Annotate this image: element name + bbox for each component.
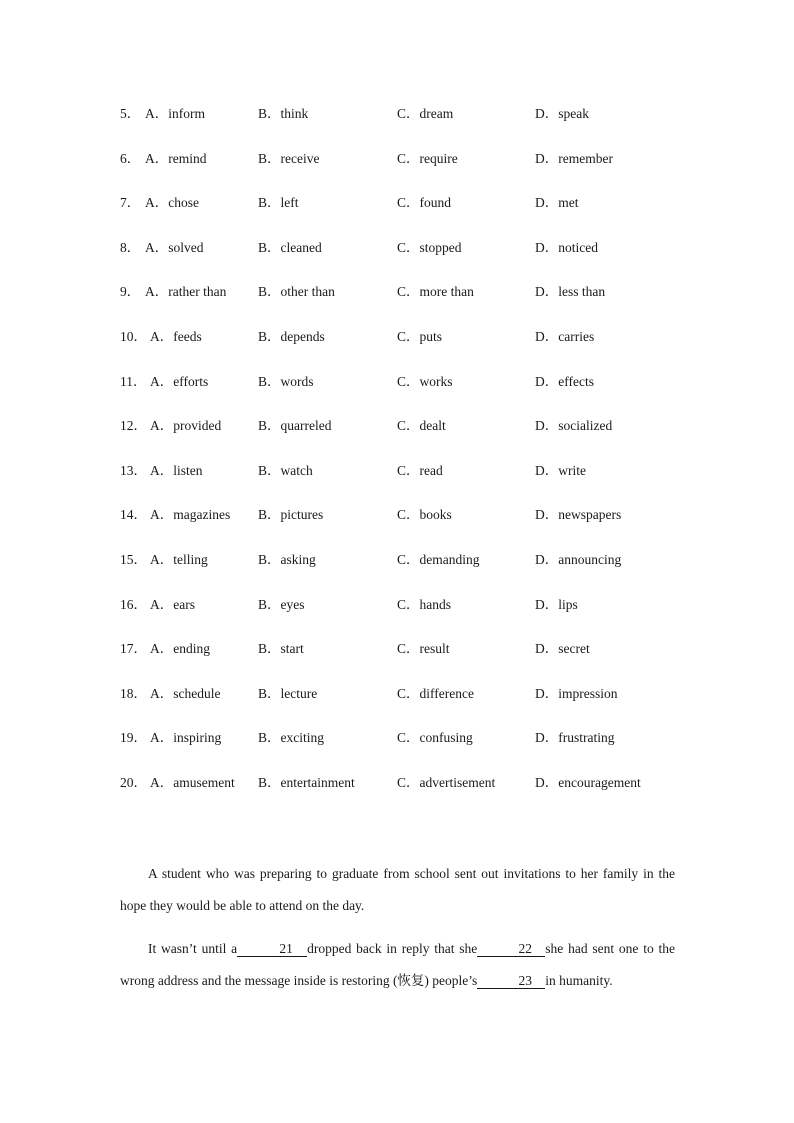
option-d: D．impression (535, 685, 618, 701)
option-c: C．advertisement (397, 774, 496, 790)
question-row (0, 637, 794, 682)
question-number: 15． (120, 551, 147, 567)
option-a: A．magazines (150, 507, 231, 523)
question-row (0, 236, 794, 281)
option-b: B．left (258, 195, 299, 211)
passage-text: It wasn’t until a (148, 941, 238, 956)
option-c: C．found (397, 195, 451, 211)
option-b: B．depends (258, 328, 325, 344)
question-number: 18． (120, 685, 147, 701)
option-b: B．asking (258, 551, 316, 567)
option-a: A．rather than (145, 284, 227, 300)
option-b: B．receive (258, 150, 320, 166)
option-c: C．dealt (397, 418, 446, 434)
question-number: 5． (120, 106, 141, 121)
passage-text: she had sent one to the wrong address and the message inside is restoring (恢复) people’s (120, 941, 675, 988)
question-row (0, 325, 794, 370)
question-row (0, 503, 794, 548)
question-row (0, 147, 794, 192)
option-d: D．carries (535, 328, 595, 344)
option-d: D．less than (535, 284, 606, 300)
option-d: D．newspapers (535, 507, 622, 523)
option-a: A．inspiring (150, 730, 222, 746)
option-a: A．remind (145, 150, 207, 166)
question-number: 9． (120, 284, 141, 300)
question-row (0, 548, 794, 593)
option-d: D．effects (535, 373, 594, 389)
option-b: B．cleaned (258, 239, 322, 255)
option-d: D．socialized (535, 418, 613, 434)
option-c: C．result (397, 641, 450, 657)
question-number: 12． (120, 418, 147, 434)
option-b: B．watch (258, 462, 313, 478)
question-number: 11． (120, 373, 147, 389)
question-row (0, 771, 794, 816)
question-number: 19． (120, 730, 147, 746)
option-a: A．feeds (150, 328, 202, 344)
option-b: B．lecture (258, 685, 318, 701)
option-b: B．entertainment (258, 774, 355, 790)
option-a: A．schedule (150, 685, 221, 701)
option-b: B．pictures (258, 507, 324, 523)
option-d: D．secret (535, 641, 590, 657)
option-b: B．think (258, 106, 309, 121)
question-number: 10． (120, 328, 147, 344)
question-row (0, 414, 794, 459)
question-list (0, 102, 794, 816)
option-d: D．write (535, 462, 586, 478)
question-row (0, 682, 794, 727)
option-c: C．dream (397, 106, 454, 121)
question-row (0, 726, 794, 771)
option-b: B．words (258, 373, 314, 389)
question-row (0, 593, 794, 638)
option-c: C．demanding (397, 551, 480, 567)
passage-paragraph-1: A student who was preparing to graduate from school sent out invitations to her family in the hope they would be able to attend on the day. (120, 866, 675, 913)
option-b: B．quarreled (258, 418, 332, 434)
option-a: A．inform (145, 106, 205, 121)
option-b: B．start (258, 641, 304, 657)
option-c: C．read (397, 462, 443, 478)
option-a: A．solved (145, 239, 204, 255)
option-a: A．provided (150, 418, 222, 434)
option-a: A．amusement (150, 774, 235, 790)
option-d: D．speak (535, 106, 589, 121)
passage-text: in humanity. (545, 972, 613, 988)
question-row (0, 191, 794, 236)
option-d: D．remember (535, 150, 613, 166)
option-a: A．ears (150, 596, 195, 612)
option-c: C．difference (397, 685, 474, 701)
question-number: 20． (120, 774, 147, 790)
question-number: 16． (120, 596, 147, 612)
option-c: C．require (397, 150, 458, 166)
option-d: D．encouragement (535, 774, 641, 790)
option-d: D．announcing (535, 551, 622, 567)
question-number: 7． (120, 195, 141, 211)
option-d: D．noticed (535, 239, 598, 255)
question-row (0, 102, 794, 147)
passage-paragraph-2 (120, 933, 675, 996)
option-c: C．books (397, 507, 452, 523)
option-a: A．telling (150, 551, 208, 567)
blank-23: 23 (477, 973, 545, 989)
option-d: D．lips (535, 596, 578, 612)
question-number: 6． (120, 150, 141, 166)
passage-text: dropped back in reply that she (307, 941, 478, 956)
question-row (0, 459, 794, 504)
option-a: A．ending (150, 641, 210, 657)
blank-21: 21 (237, 941, 307, 957)
option-b: B．other than (258, 284, 335, 300)
option-c: C．puts (397, 328, 443, 344)
option-b: B．eyes (258, 596, 305, 612)
option-c: C．works (397, 373, 453, 389)
option-a: A．chose (145, 195, 199, 211)
option-a: A．efforts (150, 373, 209, 389)
option-d: D．frustrating (535, 730, 615, 746)
option-d: D．met (535, 195, 579, 211)
option-b: B．exciting (258, 730, 324, 746)
question-number: 14． (120, 507, 147, 523)
question-row (0, 370, 794, 415)
option-a: A．listen (150, 462, 203, 478)
question-number: 13． (120, 462, 147, 478)
option-c: C．confusing (397, 730, 473, 746)
question-number: 8． (120, 239, 141, 255)
question-number: 17． (120, 641, 147, 657)
blank-22: 22 (477, 941, 545, 957)
question-row (0, 280, 794, 325)
option-c: C．stopped (397, 239, 462, 255)
option-c: C．hands (397, 596, 451, 612)
reading-passage (120, 858, 675, 1008)
option-c: C．more than (397, 284, 474, 300)
